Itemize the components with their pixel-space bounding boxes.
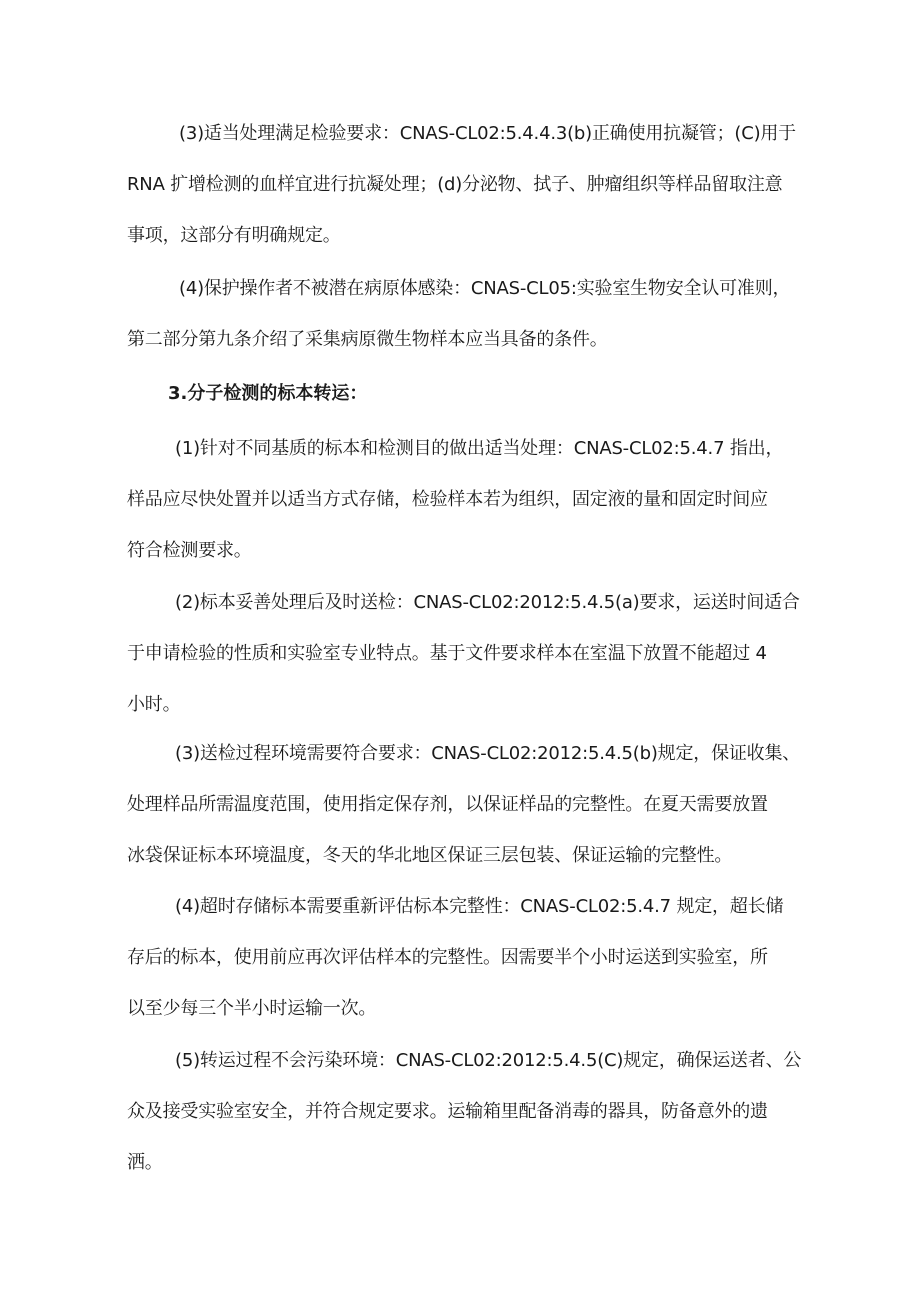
paragraph-transport-2 [127,577,807,730]
text-line: 处理样品所需温度范围，使用指定保存剂，以保证样品的完整性。在夏天需要放置 [127,794,768,815]
paragraph-operator-protection [127,263,807,365]
section-heading: 3.分子检测的标本转运： [168,383,368,404]
text-line: 第二部分第九条介绍了采集病原微生物样本应当具备的条件。 [127,329,608,350]
text-line: RNA 扩增检测的血样宜进行抗凝处理；(d)分泌物、拭子、肿瘤组织等样品留取注意 [127,174,783,195]
text-line: 样品应尽快处置并以适当方式存储，检验样本若为组织，固定液的量和固定时间应 [127,489,768,510]
text-line: 众及接受实验室安全，并符合规定要求。运输箱里配备消毒的器具，防备意外的遗 [127,1101,768,1122]
text-line: 冰袋保证标本环境温度，冬天的华北地区保证三层包装、保证运输的完整性。 [127,845,733,866]
text-line: 小时。 [127,694,181,715]
text-line: (4)超时存储标本需要重新评估标本完整性：CNAS-CL02:5.4.7 规定，超长储 [175,896,784,917]
text-line: 存后的标本，使用前应再次评估样本的完整性。因需要半个小时运送到实验室，所 [127,947,768,968]
text-line: (1)针对不同基质的标本和检测目的做出适当处理：CNAS-CL02:5.4.7 指出， [175,438,784,459]
paragraph-sample-handling [127,108,807,261]
text-line: 洒。 [127,1152,163,1173]
text-line: 于申请检验的性质和实验室专业特点。基于文件要求样本在室温下放置不能超过 4 [127,643,767,664]
paragraph-transport-4 [127,881,807,1034]
text-line: 以至少每三个半小时运输一次。 [127,998,377,1019]
paragraph-transport-3 [127,728,807,881]
text-line: (3)送检过程环境需要符合要求：CNAS-CL02:2012:5.4.5(b)规定，保证收集、 [175,743,801,764]
text-line: (3)适当处理满足检验要求：CNAS-CL02:5.4.4.3(b)正确使用抗凝管；(C)用于 [179,123,796,144]
text-line: (4)保护操作者不被潜在病原体感染：CNAS-CL05:实验室生物安全认可准则， [179,278,791,299]
paragraph-transport-1 [127,423,807,576]
text-line: 事项，这部分有明确规定。 [127,225,341,246]
text-line: (2)标本妥善处理后及时送检：CNAS-CL02:2012:5.4.5(a)要求，运送时间适合 [175,592,800,613]
text-line: 符合检测要求。 [127,540,252,561]
text-line: (5)转运过程不会污染环境：CNAS-CL02:2012:5.4.5(C)规定，确保运送者、公 [175,1050,802,1071]
paragraph-transport-5 [127,1035,807,1188]
